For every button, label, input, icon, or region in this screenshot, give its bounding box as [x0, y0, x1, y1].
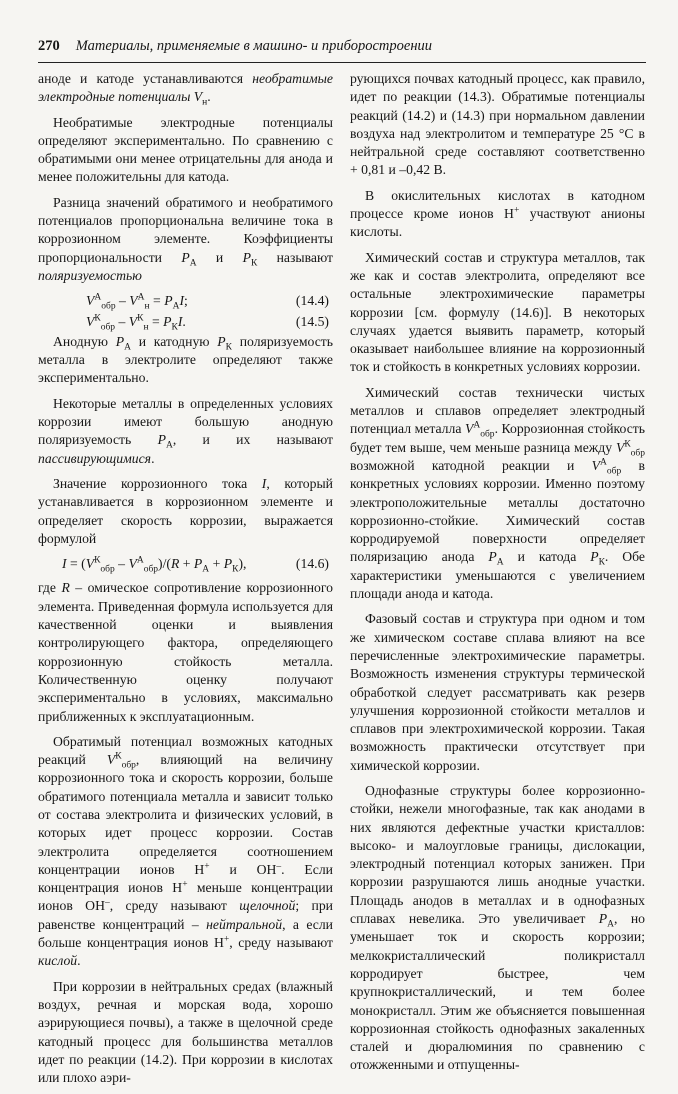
equation-14-6: [38, 555, 333, 573]
equation-14-5-body: $V^К_{обр} - V^К_н = P_КI$.: [86, 313, 186, 333]
equation-number: (14.4): [295, 293, 329, 309]
running-title: Материалы, применяемые в машино- и приборостроении: [75, 38, 433, 54]
left-paragraph-1: аноде и катоде устанавливаются необратимые электродные потенциалы $V_н$.: [38, 71, 333, 109]
equation-14-4: [38, 292, 333, 310]
left-column: [38, 70, 333, 1094]
right-paragraph-5: Фазовый состав и структура при одном и том же химическом составе сплава влияют на все перечисленные электрохимические параметры. Возможность изменения структуры термической обработкой следует рассматривать как резерв улучшения коррозионной стойкости металлов и сплавов при электрохимической коррозии. Такая возможность практически отсутствует при химической коррозии.: [350, 611, 645, 773]
page-header: [38, 38, 646, 55]
left-paragraph-7: где R – омическое сопротивление коррозионного элемента. Приведенная формула используется для качественной оценки и выявления контролирующего фактора, определяющего коррозионную стойкость металла. Количественную оценку получают экспериментально в условиях, максимально приближенных к эксплуатационным.: [38, 580, 333, 724]
right-paragraph-2: В окислительных кислотах в катодном процессе кроме ионов H+ участвуют анионы кислоты.: [350, 187, 645, 240]
header-rule: [38, 62, 646, 63]
left-paragraph-8: Обратимый потенциал возможных катодных реакций $V^К_{обр}$, влияющий на величину коррозионного тока и скорость коррозии, больше обратимого потенциала металла и зависит только от состава электролита и физических условий, в которых идет процесс коррозии. Состав электролита определяется соотношением концентрации ионов H+ и OH–. Если концентрация ионов H+ меньше концентрации ионов OH–, среду называют щелочной; при равенстве концентраций – нейтральной, а если больше концентрация ионов H+, среду называют кислой.: [38, 733, 334, 969]
right-paragraph-3: Химический состав и структура металлов, так же как и состав электролита, определяют все остальные электрохимические параметры коррозии [см. формулу (14.6)]. В некоторых случаях удается выявить параметр, который оказывает наибольшее влияние на коррозионный ток и стойкость в конкретных условиях коррозии.: [350, 249, 645, 375]
equation-14-4-body: $V^А_{обр} - V^А_н = P_АI$;: [86, 292, 188, 312]
right-column: [350, 70, 645, 1082]
left-paragraph-4: Анодную $P_А$ и катодную $P_К$ поляризуемость металла в электролите определяют также экспериментально.: [38, 333, 333, 386]
equation-number: (14.5): [295, 313, 329, 329]
equation-14-6-body: $I = (V^К_{обр} - V^А_{обр})/(R + P_А + P_К)$,: [62, 555, 247, 575]
right-paragraph-1: рующихся почвах катодный процесс, как правило, идет по реакции (14.3). Обратимые потенциалы реакций (14.2) и (14.3) при нормальном давлении воздуха над электролитом и температуре 25 °C в нейтральной среде составляют соответственно + 0,81 и –0,42 В.: [350, 71, 645, 178]
left-paragraph-9: При коррозии в нейтральных средах (влажный воздух, речная и морская вода, хорошо аэрирующиеся почвы), а также в щелочной среде катодный процесс для большинства металлов идет по реакции (14.2). При коррозии в кислотах или плохо аэри-: [38, 978, 333, 1086]
equation-number: (14.6): [295, 556, 329, 572]
left-paragraph-2: Необратимые электродные потенциалы определяют экспериментально. По сравнению с обратимыми они менее отрицательны для анода и менее положительны для катода.: [38, 114, 333, 185]
right-paragraph-6: Однофазные структуры более коррозионно-стойки, нежели многофазные, так как анодами в них являются дефектные участки кристаллов: высоко- и малоугловые границы, дислокации, электродный потенциал которых занижен. При коррозии разрушаются лишь анодные участки. Площадь анодов в металлах и в однофазных сплавах невелика. Это увеличивает $P_А$, но уменьшает ток и скорость коррозии; мелкокристаллический поликристалл корродирует быстрее, чем крупнокристаллический, и тем более монокристалл. Этим же объясняется повышенная коррозионная стойкость однофазных закаленных сталей и дюралюминия по сравнению с отожженными и отпущенны-: [350, 782, 645, 1073]
equation-14-5: [38, 313, 333, 331]
left-paragraph-6: Значение коррозионного тока I, который устанавливается в коррозионном элементе и определяет скорость коррозии, выражается формулой: [38, 475, 333, 546]
left-paragraph-5: Некоторые металлы в определенных условиях коррозии имеют большую анодную поляризуемость $P_А$, и их называют пассивирующимися.: [38, 395, 333, 466]
left-paragraph-3: Разница значений обратимого и необратимого потенциалов пропорциональна величине тока в коррозионном элементе. Коэффициенты пропорциональности $P_А$ и $P_К$ называют поляризуемостью: [38, 194, 333, 283]
right-paragraph-4: Химический состав технически чистых металлов и сплавов определяет электродный потенциал металла $V^А_{обр}$. Коррозионная стойкость будет тем выше, чем меньше разница между $V^К_{обр}$ возможной катодной реакции и $V^А_{обр}$ в конкретных условиях коррозии. Именно поэтому электроположительные металлы достаточно коррозионно-стойкие. Химический состав корродируемой поверхности определяет поляризацию анода $P_А$ и катода $P_К$. Обе характеристики уменьшаются с увеличением площади анода и катода.: [350, 384, 646, 602]
page-number: 270: [38, 38, 60, 54]
